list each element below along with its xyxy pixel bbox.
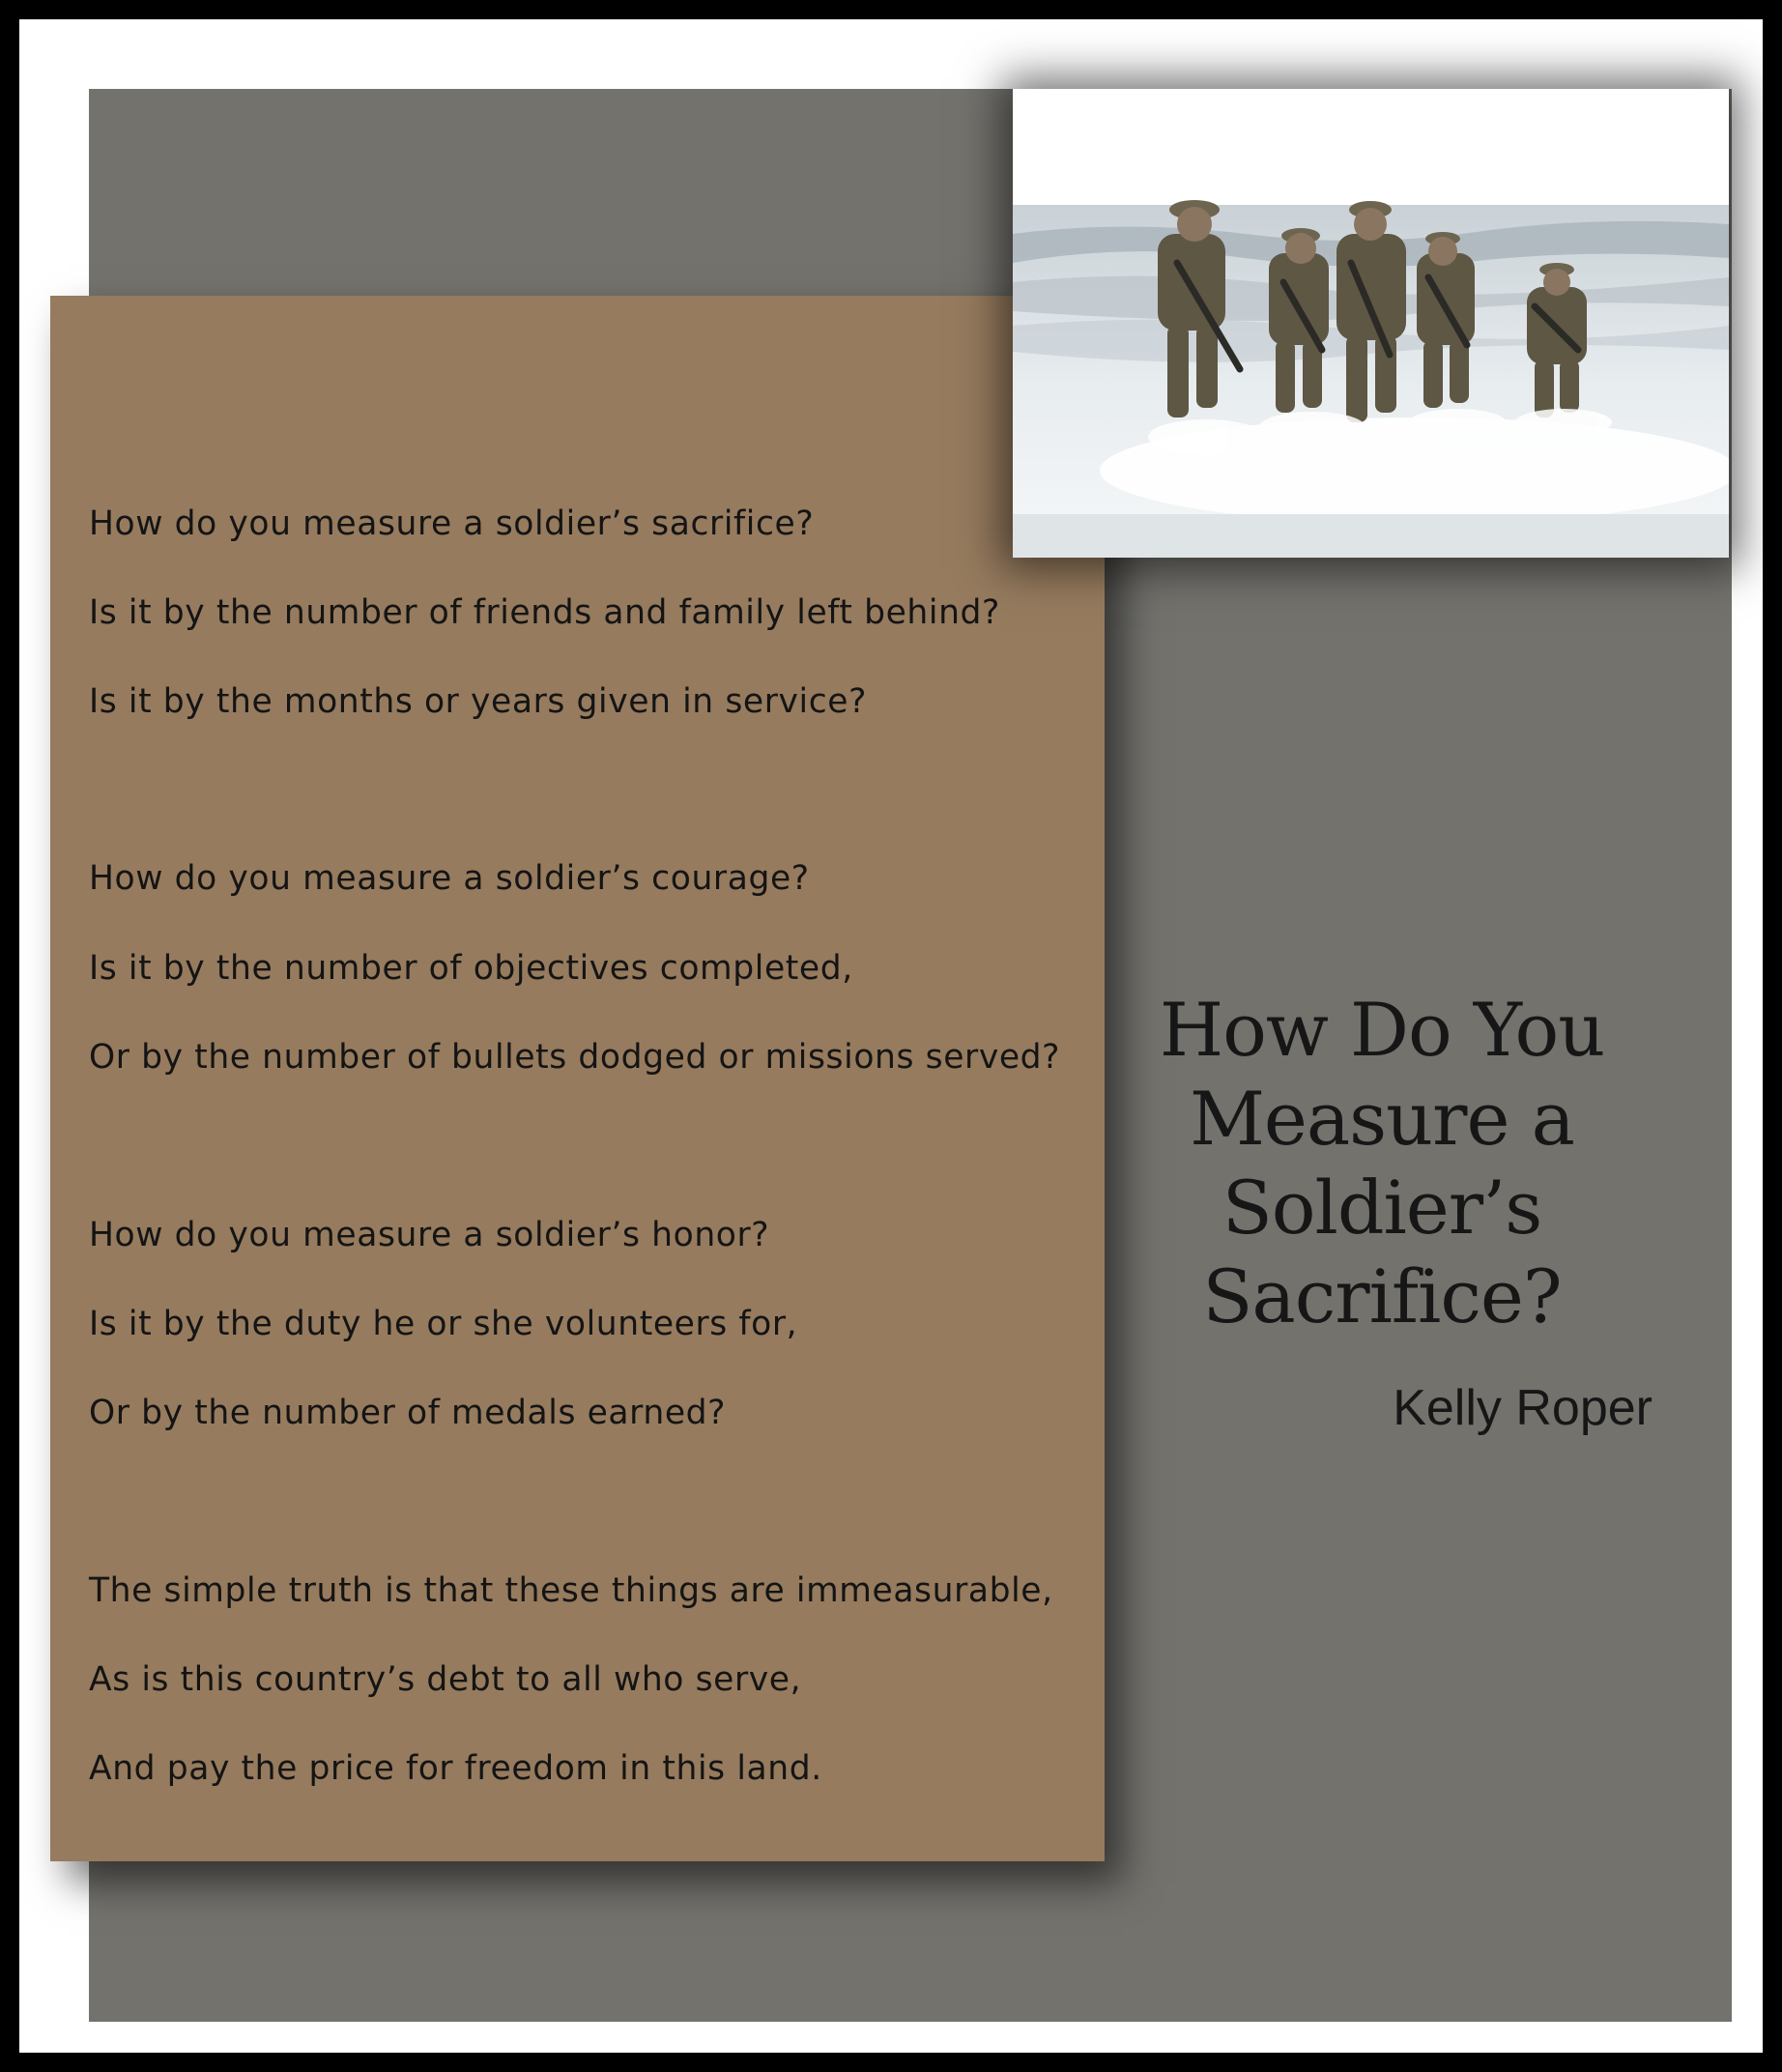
poem-line: Or by the number of bullets dodged or missions served? — [89, 1038, 1061, 1077]
poem-line: Or by the number of medals earned? — [89, 1394, 727, 1432]
poem-line: As is this country’s debt to all who serve, — [89, 1660, 802, 1699]
poem-line: Is it by the months or years given in service? — [89, 682, 868, 721]
poem-line: The simple truth is that these things are immeasurable, — [89, 1571, 1053, 1610]
title-line: Sacrifice? — [1202, 1253, 1562, 1339]
poem-line: And pay the price for freedom in this land. — [89, 1749, 822, 1788]
title-line: Measure a — [1190, 1076, 1574, 1162]
title-line: How Do You — [1159, 987, 1605, 1073]
soldiers-surf-photo — [1013, 89, 1729, 558]
photo-illustration — [1013, 89, 1729, 558]
poem-line: How do you measure a soldier’s courage? — [89, 859, 810, 898]
poem-line: How do you measure a soldier’s honor? — [89, 1216, 770, 1254]
poem-panel — [50, 296, 1105, 1861]
poem-line: How do you measure a soldier’s sacrifice? — [89, 504, 815, 543]
poem-line: Is it by the number of friends and family left behind? — [89, 593, 1000, 632]
poem-line: Is it by the number of objectives completed, — [89, 949, 853, 988]
author-name: Kelly Roper — [1393, 1380, 1653, 1436]
poem-title — [1121, 986, 1643, 1341]
title-line: Soldier’s — [1222, 1165, 1542, 1251]
poem-line: Is it by the duty he or she volunteers for, — [89, 1305, 798, 1343]
